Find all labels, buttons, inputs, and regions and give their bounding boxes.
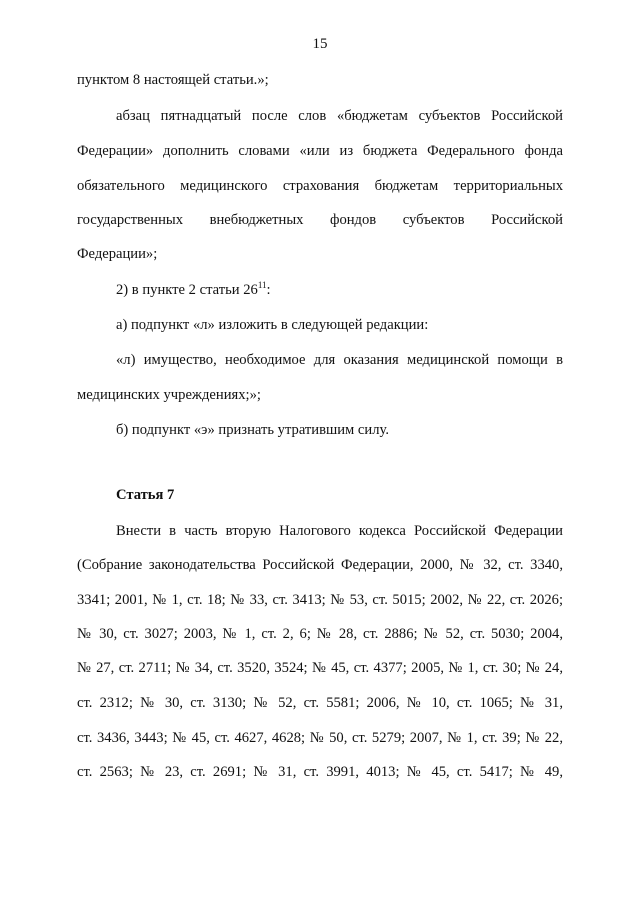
text-line: медицинских учреждениях;»; (77, 387, 261, 403)
text-line: обязательного медицинского страхования бюджетам территориальных (77, 178, 563, 194)
text-line: № 30, ст. 3027; 2003, № 1, ст. 2, 6; № 28, ст. 2886; № 52, ст. 5030; 2004, (77, 626, 563, 642)
text-line: ст. 2312; № 30, ст. 3130; № 52, ст. 5581; 2006, № 10, ст. 1065; № 31, (77, 695, 563, 711)
text-line: ст. 3436, 3443; № 45, ст. 4627, 4628; № 50, ст. 5279; 2007, № 1, ст. 39; № 22, (77, 730, 563, 746)
list-item-2-text: 2) в пункте 2 статьи 26 (116, 282, 258, 298)
text-line: б) подпункт «э» признать утратившим силу. (116, 422, 389, 438)
text-line: «л) имущество, необходимое для оказания медицинской помощи в (116, 352, 563, 368)
text-line: абзац пятнадцатый после слов «бюджетам субъектов Российской (116, 108, 563, 124)
text-line: Федерации»; (77, 246, 158, 262)
text-line: а) подпункт «л» изложить в следующей редакции: (116, 317, 429, 333)
text-line: пунктом 8 настоящей статьи.»; (77, 72, 269, 88)
list-item-2 (116, 280, 563, 298)
text-line: Внести в часть вторую Налогового кодекса Российской Федерации (116, 523, 563, 539)
text-line: 3341; 2001, № 1, ст. 18; № 33, ст. 3413; № 53, ст. 5015; 2002, № 22, ст. 2026; (77, 592, 563, 608)
text-line: (Собрание законодательства Российской Федерации, 2000, № 32, ст. 3340, (77, 557, 563, 573)
article-heading: Статья 7 (116, 487, 175, 503)
text-line: № 27, ст. 2711; № 34, ст. 3520, 3524; № 45, ст. 4377; 2005, № 1, ст. 30; № 24, (77, 660, 563, 676)
text-line: Федерации» дополнить словами «или из бюджета Федерального фонда (77, 143, 563, 159)
text-line: ст. 2563; № 23, ст. 2691; № 31, ст. 3991, 4013; № 45, ст. 5417; № 49, (77, 764, 563, 780)
superscript: 11 (257, 280, 267, 290)
text-line: государственных внебюджетных фондов субъектов Российской (77, 212, 563, 228)
list-item-2-colon: : (266, 282, 271, 298)
page-number: 15 (312, 36, 328, 52)
